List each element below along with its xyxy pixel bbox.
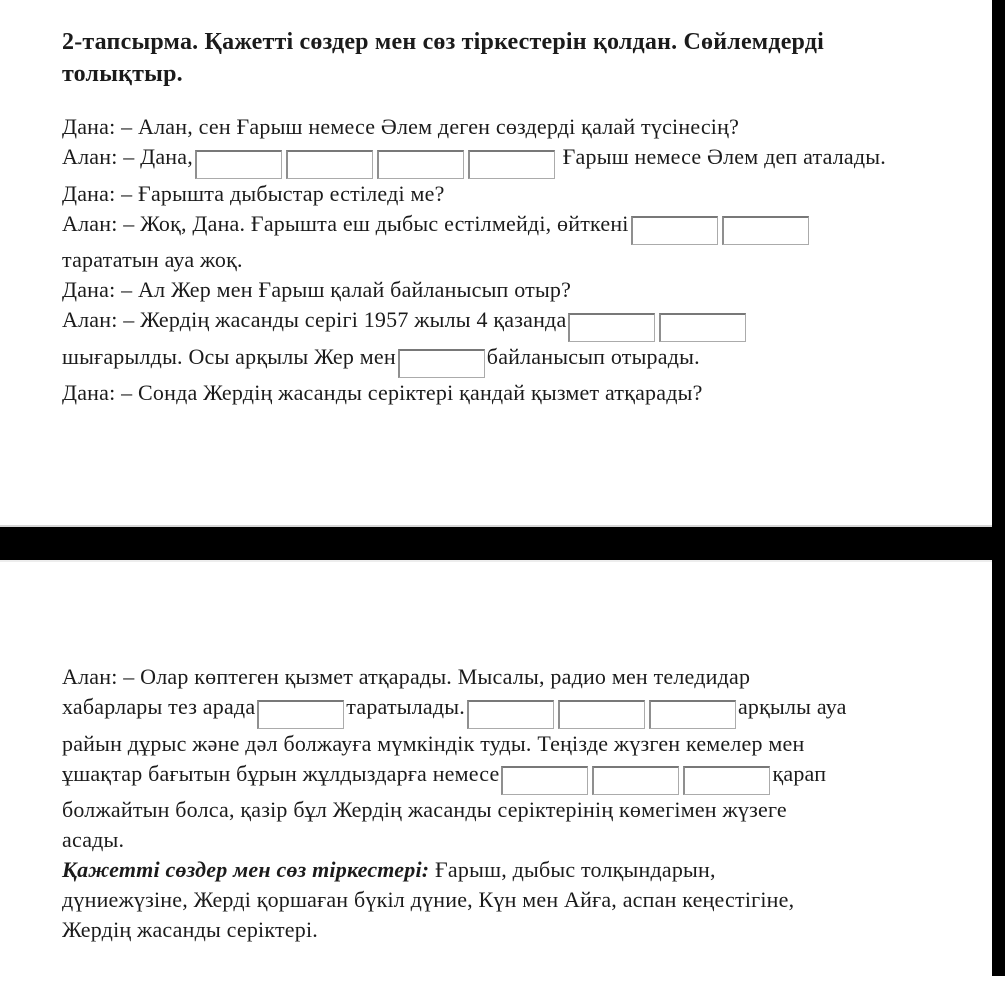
text-line	[62, 915, 972, 945]
dialogue-text: Ғарыш немесе Әлем деп аталады.	[556, 144, 886, 169]
text-line	[62, 692, 972, 729]
dialogue-text: Дана: – Сонда Жердің жасанды серіктері қандай қызмет атқарады?	[62, 380, 703, 405]
dialogue-text: Дана: – Ал Жер мен Ғарыш қалай байланысып отыр?	[62, 277, 572, 302]
fill-blank-input[interactable]	[722, 216, 809, 245]
dialogue-text: байланысып отырады.	[486, 343, 700, 369]
fill-blank-input[interactable]	[398, 349, 485, 378]
right-edge-bar	[992, 0, 1005, 976]
fill-blank-input[interactable]	[468, 150, 555, 179]
text-line	[62, 729, 972, 759]
dialogue-text: асады.	[62, 827, 125, 852]
dialogue-text: Алан: – Олар көптеген қызмет атқарады. Мысалы, радио мен теледидар	[62, 664, 751, 689]
text-line	[62, 885, 972, 915]
fill-blank-input[interactable]	[195, 150, 282, 179]
text-line	[62, 855, 972, 885]
dialogue-text: шығарылды. Осы арқылы Жер мен	[62, 343, 396, 369]
text-line	[62, 825, 972, 855]
text-line	[62, 275, 972, 305]
dialogue-text: ұшақтар бағытын бұрын жұлдыздарға немесе	[62, 760, 500, 786]
text-line	[62, 662, 972, 692]
text-line	[62, 112, 972, 142]
worksheet-bottom-section	[62, 662, 972, 945]
task-title-line1: 2-тапсырма. Қажетті сөздер мен сөз тіркестерін қолдан. Сөйлемдерді	[62, 29, 824, 55]
dialogue-text: таратылады.	[346, 694, 465, 719]
fill-blank-input[interactable]	[377, 150, 464, 179]
text-line	[62, 759, 972, 796]
dialogue-text: дүниежүзіне, Жерді қоршаған бүкіл дүние, Күн мен Айға, аспан кеңестігіне,	[62, 887, 795, 912]
fill-blank-input[interactable]	[592, 766, 679, 795]
dialogue-block-2	[62, 662, 972, 945]
text-line	[62, 209, 972, 246]
dialogue-text: Дана: – Ғарышта дыбыстар естіледі ме?	[62, 180, 445, 206]
fill-blank-input[interactable]	[286, 150, 373, 179]
text-line	[62, 245, 972, 275]
text-line	[62, 305, 972, 342]
fill-blank-input[interactable]	[649, 700, 736, 729]
fill-blank-input[interactable]	[631, 216, 718, 245]
fill-blank-input[interactable]	[501, 766, 588, 795]
text-line	[62, 179, 972, 209]
dialogue-block-1	[62, 112, 972, 408]
task-title	[62, 26, 972, 90]
task-title-line2: толықтыр.	[62, 61, 183, 87]
fill-blank-input[interactable]	[467, 700, 554, 729]
dialogue-text: қарап	[772, 760, 827, 786]
fill-blank-input[interactable]	[568, 313, 655, 342]
fill-blank-input[interactable]	[257, 700, 344, 729]
text-line	[62, 342, 972, 379]
worksheet-top-section	[62, 26, 972, 408]
fill-blank-input[interactable]	[558, 700, 645, 729]
dialogue-text: Алан: – Жоқ, Дана. Ғарышта еш дыбыс естілмейді, өйткені	[62, 210, 629, 236]
dialogue-text: арқылы ауа	[737, 694, 847, 719]
dialogue-text: Дана: – Алан, сен Ғарыш немесе Әлем деген сөздерді қалай түсінесің?	[62, 114, 740, 139]
dialogue-text: тарататын ауа жоқ.	[62, 247, 243, 272]
dialogue-text: Алан: – Жердің жасанды серігі 1957 жылы 4 қазанда	[62, 307, 567, 332]
dialogue-text: хабарлары тез арада	[62, 694, 256, 719]
dialogue-text: Ғарыш, дыбыс толқындарын,	[429, 857, 716, 882]
text-line	[62, 795, 972, 825]
title-gap	[62, 90, 972, 112]
keywords-heading: Қажетті сөздер мен сөз тіркестері:	[62, 857, 430, 882]
dialogue-text: райын дұрыс және дәл болжауға мүмкіндік туды. Теңізде жүзген кемелер мен	[62, 730, 805, 756]
divider-band	[0, 525, 1005, 562]
dialogue-text: Алан: – Дана,	[62, 144, 193, 169]
text-line	[62, 378, 972, 408]
text-line	[62, 142, 972, 179]
fill-blank-input[interactable]	[683, 766, 770, 795]
dialogue-text: Жердің жасанды серіктері.	[62, 917, 318, 942]
fill-blank-input[interactable]	[659, 313, 746, 342]
dialogue-text: болжайтын болса, қазір бұл Жердің жасанды серіктерінің көмегімен жүзеге	[62, 797, 787, 822]
